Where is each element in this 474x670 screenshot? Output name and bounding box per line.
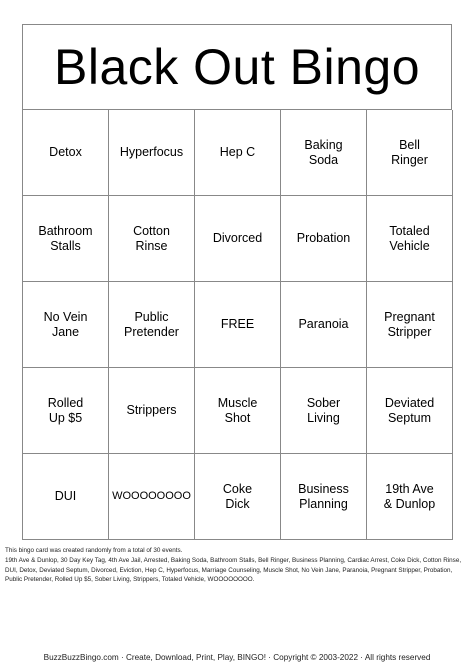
bingo-cell: DUI [23, 454, 109, 540]
bingo-cell: Baking Soda [281, 110, 367, 196]
bingo-cell: Bathroom Stalls [23, 196, 109, 282]
bingo-cell: WOOOOOOOO [109, 454, 195, 540]
card-title: Black Out Bingo [53, 39, 421, 95]
bingo-cell: Cotton Rinse [109, 196, 195, 282]
bingo-cell: Probation [281, 196, 367, 282]
bingo-cell: Deviated Septum [367, 368, 453, 454]
bingo-cell: Detox [23, 110, 109, 196]
bingo-cell: Pregnant Stripper [367, 282, 453, 368]
bingo-cell: 19th Ave & Dunlop [367, 454, 453, 540]
bingo-cell: Bell Ringer [367, 110, 453, 196]
bingo-cell: Totaled Vehicle [367, 196, 453, 282]
bingo-cell: Coke Dick [195, 454, 281, 540]
bingo-grid [22, 109, 452, 540]
bingo-cell: No Vein Jane [23, 282, 109, 368]
bingo-cell: Hep C [195, 110, 281, 196]
bingo-cell: Strippers [109, 368, 195, 454]
bingo-cell: Business Planning [281, 454, 367, 540]
footer: BuzzBuzzBingo.com · Create, Download, Print, Play, BINGO! · Copyright © 2003-2022 · All rights reserved [43, 653, 431, 662]
bingo-cell: Muscle Shot [195, 368, 281, 454]
bingo-cell: Sober Living [281, 368, 367, 454]
note-events-list: 19th Ave & Dunlop, 30 Day Key Tag, 4th Ave Jail, Arrested, Baking Soda, Bathroom Stalls, Bell Ringer, Business Planning, Cardiac Arrest, Coke Dick, Cotton Rinse, DUI, Detox, Deviated Septum, Divorced, Eviction, Hep C, Hyperfocus, Marriage Counseling, Muscle Shot, No Vein Jane, Paranoia, Pregnant Stripper, Probation, Public Pretender, Rolled Up $5, Sober Living, Strippers, Totaled Vehicle, WOOOOOOOO. [5, 556, 462, 584]
bingo-cell: Rolled Up $5 [23, 368, 109, 454]
bingo-cell: Divorced [195, 196, 281, 282]
title-box [22, 24, 452, 109]
bingo-cell: Public Pretender [109, 282, 195, 368]
bingo-card [22, 24, 452, 540]
free-space-cell: FREE [195, 282, 281, 368]
bingo-cell: Paranoia [281, 282, 367, 368]
card-note [5, 546, 469, 585]
note-intro: This bingo card was created randomly from a total of 30 events. [5, 547, 183, 554]
bingo-cell: Hyperfocus [109, 110, 195, 196]
